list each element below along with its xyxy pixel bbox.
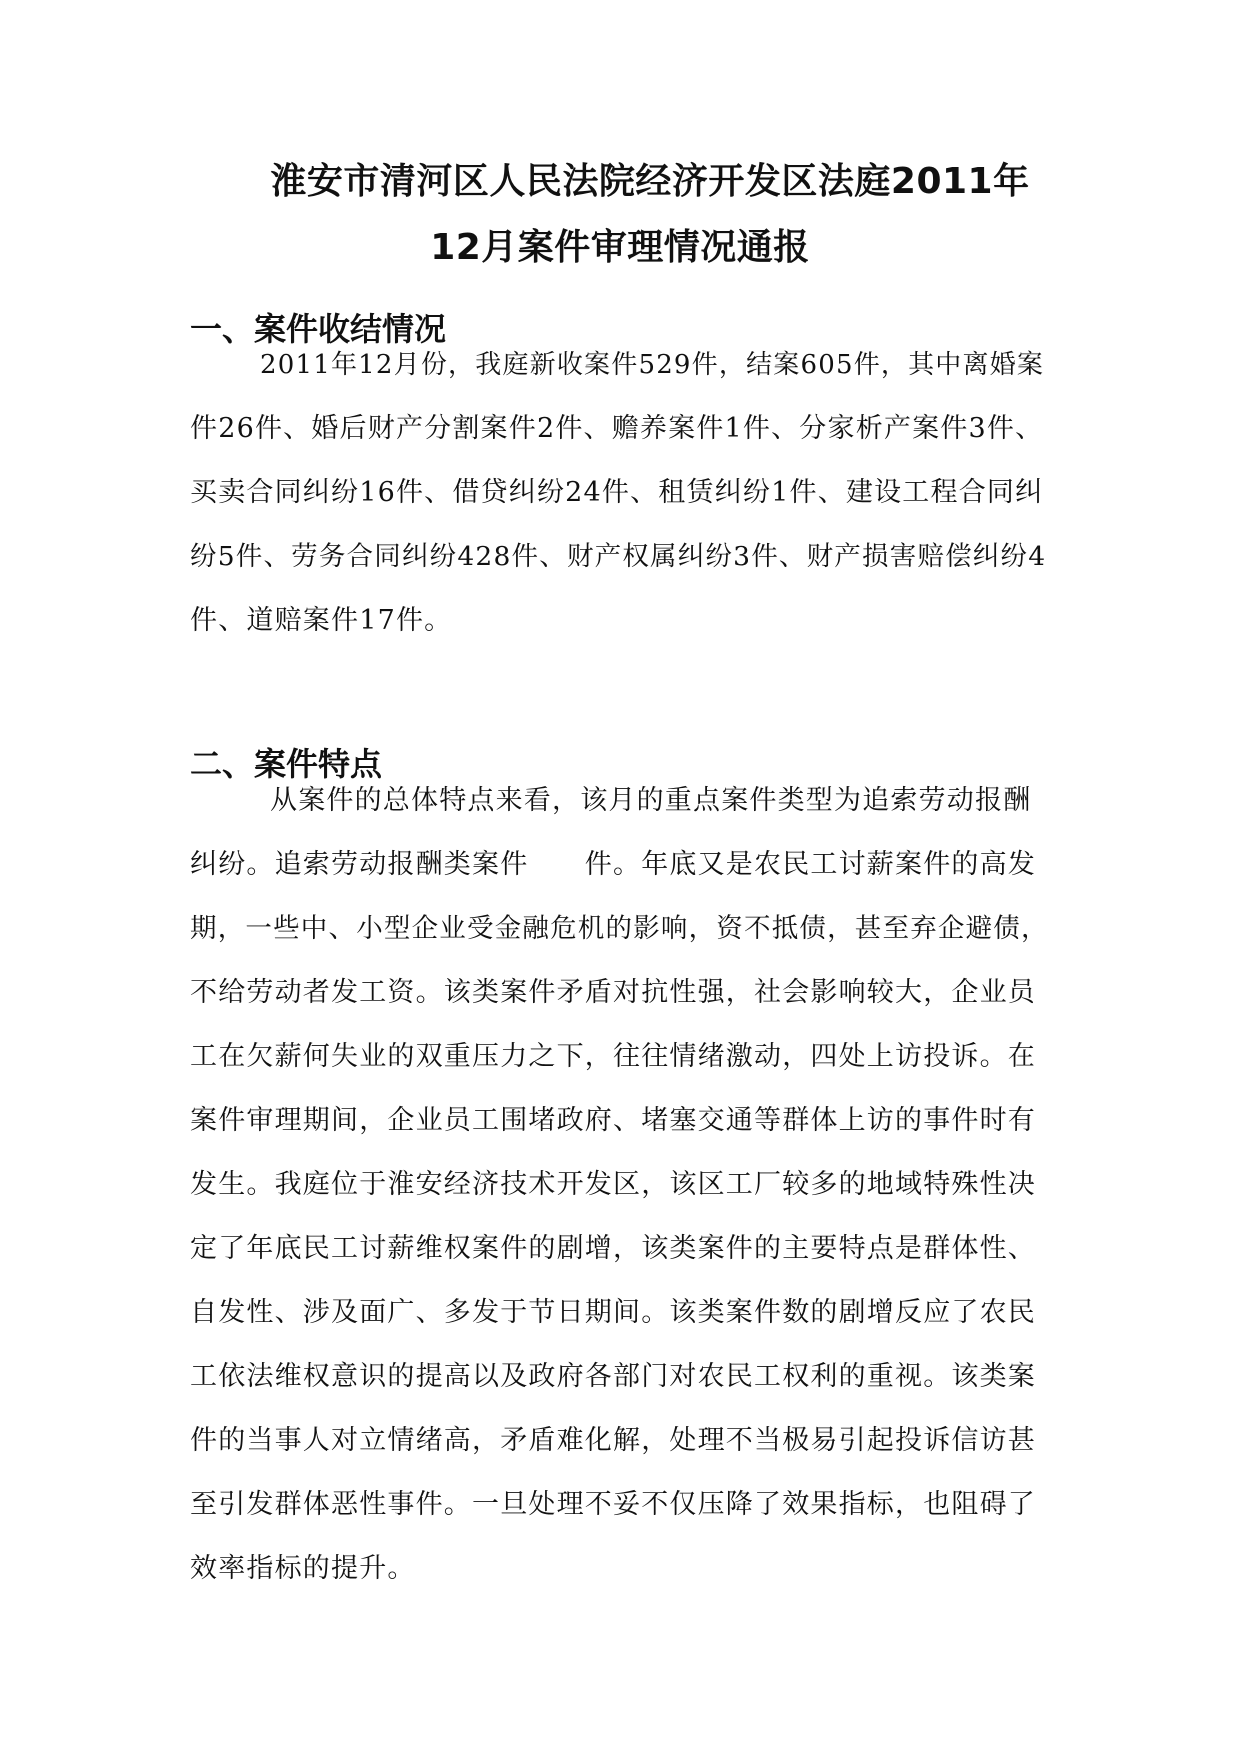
- paragraph-line: 2011年12月份，我庭新收案件529件，结案605件，其中离婚案: [260, 350, 1045, 380]
- paragraph-line: 工依法维权意识的提高以及政府各部门对农民工权利的重视。该类案: [190, 1361, 1036, 1392]
- document-title-line-1: 淮安市清河区人民法院经济开发区法庭2011年: [270, 161, 1030, 202]
- paragraph-line: 纷5件、劳务合同纠纷428件、财产权属纠纷3件、财产损害赔偿纠纷4: [190, 541, 1047, 572]
- paragraph-line: 发生。我庭位于淮安经济技术开发区，该区工厂较多的地域特殊性决: [190, 1169, 1036, 1200]
- section-heading-case-stats: 一、案件收结情况: [190, 310, 447, 348]
- paragraph-line: 定了年底民工讨薪维权案件的剧增，该类案件的主要特点是群体性、: [190, 1233, 1036, 1264]
- paragraph-line: 至引发群体恶性事件。一旦处理不妥不仅压降了效果指标，也阻碍了: [190, 1489, 1036, 1520]
- paragraph-line: 件的当事人对立情绪高，矛盾难化解，处理不当极易引起投诉信访甚: [190, 1425, 1036, 1456]
- paragraph-line: 件26件、婚后财产分割案件2件、赡养案件1件、分家析产案件3件、: [190, 413, 1044, 444]
- document-title-line-2: 12月案件审理情况通报: [430, 227, 810, 268]
- paragraph-line: 件、道赔案件17件。: [190, 605, 453, 636]
- paragraph-line: 不给劳动者发工资。该类案件矛盾对抗性强，社会影响较大，企业员: [190, 977, 1036, 1008]
- paragraph-line: 期，一些中、小型企业受金融危机的影响，资不抵债，甚至弃企避债，: [190, 913, 1049, 944]
- paragraph-line: 案件审理期间，企业员工围堵政府、堵塞交通等群体上访的事件时有: [190, 1105, 1036, 1136]
- paragraph-line: 工在欠薪何失业的双重压力之下，往往情绪激动，四处上访投诉。在: [190, 1041, 1036, 1072]
- paragraph-line: 买卖合同纠纷16件、借贷纠纷24件、租赁纠纷1件、建设工程合同纠: [190, 477, 1044, 508]
- paragraph-line: 自发性、涉及面广、多发于节日期间。该类案件数的剧增反应了农民: [190, 1297, 1036, 1328]
- paragraph-line: 效率指标的提升。: [190, 1553, 416, 1584]
- paragraph-line: 纠纷。追索劳动报酬类案件 件。年底又是农民工讨薪案件的高发: [190, 849, 1036, 880]
- paragraph-line: 从案件的总体特点来看，该月的重点案件类型为追索劳动报酬: [270, 785, 1032, 816]
- section-heading-case-features: 二、案件特点: [190, 745, 383, 783]
